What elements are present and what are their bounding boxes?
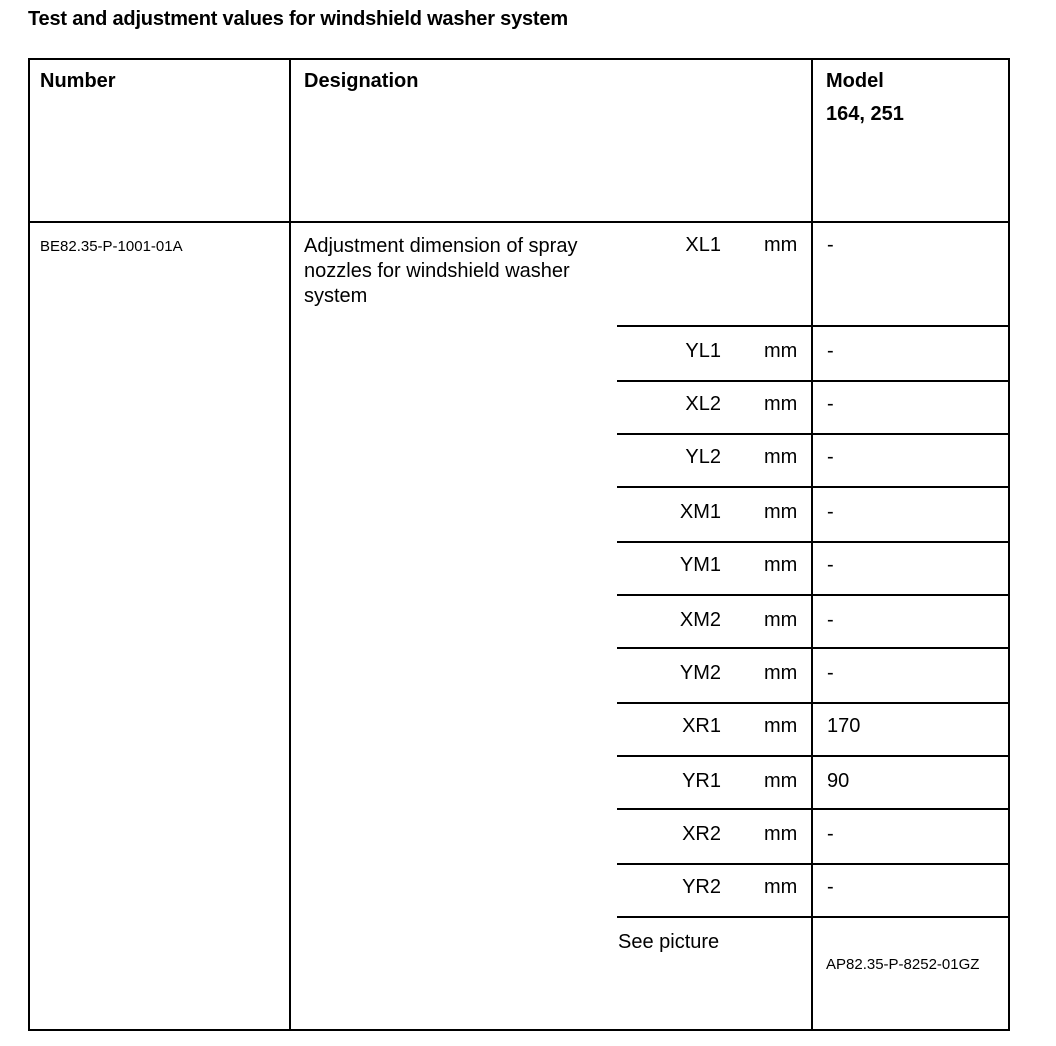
- param-value: -: [827, 823, 834, 845]
- param-row: [618, 662, 1013, 688]
- param-name: XM2: [679, 609, 721, 631]
- param-value: -: [827, 662, 834, 684]
- header-model-value: 164, 251: [826, 103, 904, 125]
- param-value: -: [827, 554, 834, 576]
- param-name: YR1: [682, 770, 721, 792]
- param-row: [618, 501, 1013, 527]
- header-number: Number: [40, 70, 116, 92]
- row-divider: [617, 647, 1008, 649]
- param-unit: mm: [764, 715, 798, 737]
- param-row: [618, 876, 1013, 902]
- param-name: XR2: [682, 823, 721, 845]
- param-unit: mm: [764, 554, 798, 576]
- param-row: [618, 554, 1013, 580]
- row-divider: [617, 916, 1008, 918]
- param-unit: mm: [764, 609, 798, 631]
- row-divider: [617, 486, 1008, 488]
- param-name: YM2: [679, 662, 721, 684]
- row-divider: [617, 755, 1008, 757]
- row-divider: [617, 541, 1008, 543]
- param-name: YL2: [685, 446, 721, 468]
- param-unit: mm: [764, 770, 798, 792]
- header-model-label: Model: [826, 70, 884, 92]
- values-table: [28, 58, 1010, 1031]
- param-unit: mm: [764, 662, 798, 684]
- page-title: Test and adjustment values for windshield washer system: [28, 8, 568, 30]
- param-name: YL1: [685, 340, 721, 362]
- header-designation: Designation: [304, 70, 419, 92]
- param-name: XR1: [682, 715, 721, 737]
- param-value: -: [827, 340, 834, 362]
- row-divider: [617, 433, 1008, 435]
- param-value: -: [827, 446, 834, 468]
- row-number: BE82.35-P-1001-01A: [40, 238, 183, 255]
- row-divider: [617, 380, 1008, 382]
- figure-reference-link[interactable]: AP82.35-P-8252-01GZ: [826, 956, 980, 973]
- param-unit: mm: [764, 823, 798, 845]
- row-divider: [617, 808, 1008, 810]
- param-row: [618, 770, 1013, 796]
- row-divider: [617, 702, 1008, 704]
- row-designation: Adjustment dimension of spray nozzles for windshield washer system: [304, 235, 578, 307]
- param-name: XL2: [685, 393, 721, 415]
- param-value: 90: [827, 770, 850, 792]
- param-unit: mm: [764, 340, 798, 362]
- header-divider: [30, 221, 1008, 223]
- param-unit: mm: [764, 393, 798, 415]
- row-divider: [617, 863, 1008, 865]
- param-name: XM1: [679, 501, 721, 523]
- param-row: [618, 340, 1013, 366]
- param-name: XL1: [685, 234, 721, 256]
- param-value: 170: [827, 715, 861, 737]
- see-picture-label: See picture: [618, 931, 720, 953]
- param-unit: mm: [764, 876, 798, 898]
- param-name: YR2: [682, 876, 721, 898]
- param-row: [618, 823, 1013, 849]
- column-divider: [289, 60, 291, 1029]
- row-divider: [617, 325, 1008, 327]
- row-divider: [617, 594, 1008, 596]
- param-value: -: [827, 609, 834, 631]
- param-unit: mm: [764, 446, 798, 468]
- param-name: YM1: [679, 554, 721, 576]
- param-row: [618, 446, 1013, 472]
- param-unit: mm: [764, 234, 798, 256]
- param-value: -: [827, 393, 834, 415]
- param-value: -: [827, 876, 834, 898]
- param-row: [618, 609, 1013, 635]
- param-row: [618, 234, 1013, 260]
- param-value: -: [827, 234, 834, 256]
- param-unit: mm: [764, 501, 798, 523]
- param-row: [618, 715, 1013, 741]
- header-model: [826, 70, 904, 126]
- param-value: -: [827, 501, 834, 523]
- param-row: [618, 393, 1013, 419]
